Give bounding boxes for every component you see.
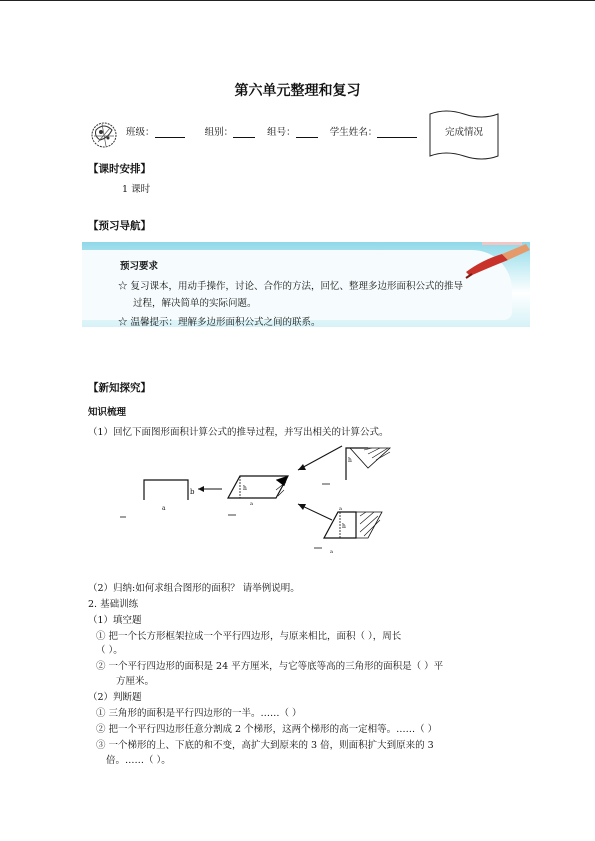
class-label: 班级： (126, 127, 155, 138)
explore-q1: （1）回忆下面图形面积计算公式的推导过程，并写出相关的计算公式。 (88, 427, 389, 438)
fill1-line1: ① 把一个长方形框架拉成一个平行四边形，与原来相比，面积（ ），周长 (96, 631, 402, 642)
explore-q2: （2）归纳:如何求组合图形的面积？ 请举例说明。 (88, 583, 300, 594)
explore-subheading: 知识梳理 (88, 407, 127, 418)
triangle-shape (322, 448, 390, 484)
area-derivation-diagram (110, 440, 410, 565)
group-no-blank[interactable] (296, 127, 318, 138)
brush-icon (462, 242, 532, 280)
top-rule (0, 0, 595, 1)
explore-heading: 【新知探究】 (88, 382, 151, 394)
trapezoid-shape (314, 506, 382, 555)
fill2-line2: 方厘米。 (116, 676, 155, 687)
fill-heading: （1）填空题 (88, 615, 142, 626)
stamp-icon (88, 118, 120, 152)
svg-text:b: b (190, 488, 195, 496)
preview-item2: ☆ 温馨提示：理解多边形面积公式之间的联系。 (118, 317, 321, 328)
judge2: ② 把一个平行四边形任意分割成 2 个梯形，这两个梯形的高一定相等。……（ ） (96, 724, 438, 735)
student-blank[interactable] (377, 127, 417, 138)
preview-item1-line1: ☆ 复习课本，用动手操作，讨论、合作的方法，回忆、整理多边形面积公式的推导 (118, 281, 464, 292)
svg-text:a: a (250, 501, 253, 507)
svg-text:a: a (162, 505, 166, 512)
page-title: 第六单元整理和复习 (234, 83, 361, 99)
info-line (126, 124, 417, 138)
judge-heading: （2）判断题 (88, 692, 142, 703)
fill2-line1: ② 一个平行四边形的面积是 24 平方厘米，与它等底等高的三角形的面积是（ ）平 (96, 661, 444, 672)
fill1-line2: （ ）。 (96, 645, 123, 656)
parallelogram-shape (228, 476, 288, 515)
schedule-value: 1 课时 (122, 184, 151, 195)
group-blank[interactable] (233, 127, 255, 138)
student-label: 学生姓名： (329, 127, 378, 138)
training-heading: 2. 基础训练 (88, 599, 139, 610)
group-label: 组别： (204, 127, 234, 138)
preview-heading: 【预习导航】 (88, 220, 151, 232)
svg-text:h: h (243, 485, 247, 492)
svg-text:h: h (342, 523, 346, 530)
svg-text:a: a (330, 549, 333, 555)
judge1: ① 三角形的面积是平行四边形的一半。……（ ） (96, 708, 302, 719)
rectangle-shape (120, 480, 195, 517)
judge3-line1: ③ 一个梯形的上、下底的和不变，高扩大到原来的 3 倍，则面积扩大到原来的 3 (96, 740, 434, 751)
preview-item1-line2: 过程，解决简单的实际问题。 (133, 298, 257, 309)
judge3-line2: 倍。……（ ）。 (106, 755, 171, 766)
class-blank[interactable] (155, 127, 185, 138)
group-no-label: 组号： (267, 127, 296, 138)
svg-text:h: h (348, 457, 352, 464)
completion-label: 完成情况 (444, 127, 483, 138)
svg-text:a: a (339, 506, 342, 512)
preview-box-title: 预习要求 (120, 261, 159, 272)
schedule-heading: 【课时安排】 (88, 163, 151, 175)
